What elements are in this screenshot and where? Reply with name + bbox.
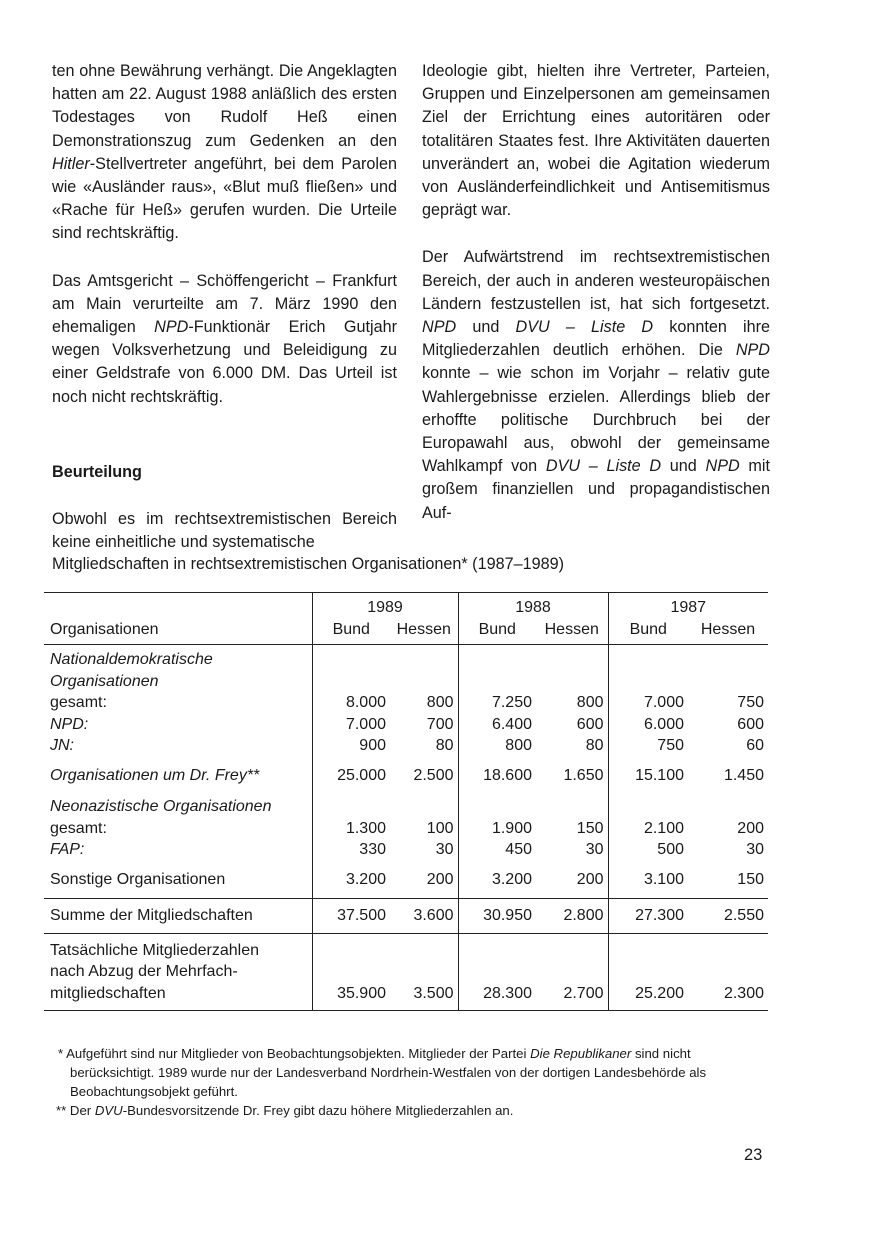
table-row: Nationaldemokratische — [44, 645, 768, 671]
membership-table — [44, 592, 768, 1011]
table-row: Organisationen — [44, 671, 768, 693]
table-row: gesamt: 8.000 800 7.250 800 7.000 750 — [44, 692, 768, 714]
section-heading: Beurteilung — [52, 462, 142, 481]
col-hessen: Hessen — [390, 619, 458, 645]
table-header-years — [44, 593, 768, 619]
table-row: Sonstige Organisationen 3.200 200 3.200 200 3.100 150 — [44, 869, 768, 899]
table-caption: Mitgliedschaften in rechtsextremistischen Organisationen* (1987–1989) — [52, 555, 564, 573]
year-1989: 1989 — [312, 593, 458, 619]
table-row-actual: mitgliedschaften 35.900 3.500 28.300 2.700 25.200 2.300 — [44, 983, 768, 1011]
year-1988: 1988 — [458, 593, 608, 619]
right-paragraph-1: Ideologie gibt, hielten ihre Vertreter, Parteien, Gruppen und Einzelpersonen am gemeinsamen Ziel der Errichtung eines autoritären oder totalitären Staates fest. Ihre Aktivitäten dauerten unverändert an, wobei die Agitation wiederum von Ausländerfeindlichkeit und Antisemitismus geprägt war. — [422, 62, 770, 220]
left-paragraph-3: Obwohl es im rechtsextremistischen Bereich keine einheitliche und systematische — [52, 510, 397, 552]
col-hessen: Hessen — [688, 619, 768, 645]
right-paragraph-2: Der Aufwärtstrend im rechtsextremistischen Bereich, der auch in anderen westeuropäischen Ländern festzustellen ist, hat sich fortgesetzt. NPD und DVU – Liste D konnten ihre Mitgliederzahlen deutlich erhöhen. Die NPD konnte – wie schon im Vorjahr – relativ gute Wahlergebnisse erzielen. Allerdings blieb der erhoffte politische Durchbruch bei der Europawahl aus, obwohl der gemeinsame Wahlkampf von DVU – Liste D und NPD mit großem finanziellen und propagandistischen Auf- — [422, 248, 771, 522]
table-row: FAP: 330 30 450 30 500 30 — [44, 839, 768, 869]
col-hessen: Hessen — [536, 619, 608, 645]
footnotes — [52, 1044, 772, 1120]
page-number: 23 — [744, 1146, 763, 1164]
table-row: JN: 900 80 800 80 750 60 — [44, 735, 768, 765]
left-paragraph-1: ten ohne Bewährung verhängt. Die Angeklagten hatten am 22. August 1988 anläßlich des ersten Todestages von Rudolf Heß einen Demonstrationszug zum Gedenken an den Hitler-Stellvertreter angeführt, bei dem Parolen wie «Ausländer raus», «Blut muß fließen» und «Rache für Heß» gerufen wurden. Die Urteile sind rechtskräftig. — [52, 62, 397, 243]
footnote-1: * Aufgeführt sind nur Mitglieder von Beobachtungsobjekten. Mitglieder der Partei Die Republikaner sind nicht berücksichtigt. 1989 wurde nur der Landesverband Nordrhein-Westfalen von der dortigen Landesbehörde als Beobachtungsobjekt geführt. — [58, 1046, 707, 1099]
col-bund: Bund — [458, 619, 536, 645]
table-row: gesamt: 1.300 100 1.900 150 2.100 200 — [44, 818, 768, 840]
footnote-2: ** Der DVU-Bundesvorsitzende Dr. Frey gibt dazu höhere Mitgliederzahlen an. — [56, 1103, 514, 1118]
table-row: nach Abzug der Mehrfach- — [44, 961, 768, 983]
table-row-total: Summe der Mitgliedschaften 37.500 3.600 30.950 2.800 27.300 2.550 — [44, 899, 768, 934]
year-1987: 1987 — [608, 593, 768, 619]
table-row: Neonazistische Organisationen — [44, 796, 768, 818]
table-row: Organisationen um Dr. Frey** 25.000 2.500 18.600 1.650 15.100 1.450 — [44, 765, 768, 797]
col-header-organisationen: Organisationen — [44, 619, 312, 645]
left-paragraph-2: Das Amtsgericht – Schöffengericht – Frankfurt am Main verurteilte am 7. März 1990 den ehemaligen NPD-Funktionär Erich Gutjahr wegen Volksverhetzung und Beleidigung zu einer Geldstrafe von 6.000 DM. Das Urteil ist noch nicht rechtskräftig. — [52, 271, 397, 406]
col-bund: Bund — [608, 619, 688, 645]
table-row: NPD: 7.000 700 6.400 600 6.000 600 — [44, 714, 768, 736]
left-text-column — [52, 60, 397, 554]
table-header-sub — [44, 619, 768, 645]
table-row: Tatsächliche Mitgliederzahlen — [44, 933, 768, 961]
col-bund: Bund — [312, 619, 390, 645]
right-text-column — [422, 60, 770, 525]
